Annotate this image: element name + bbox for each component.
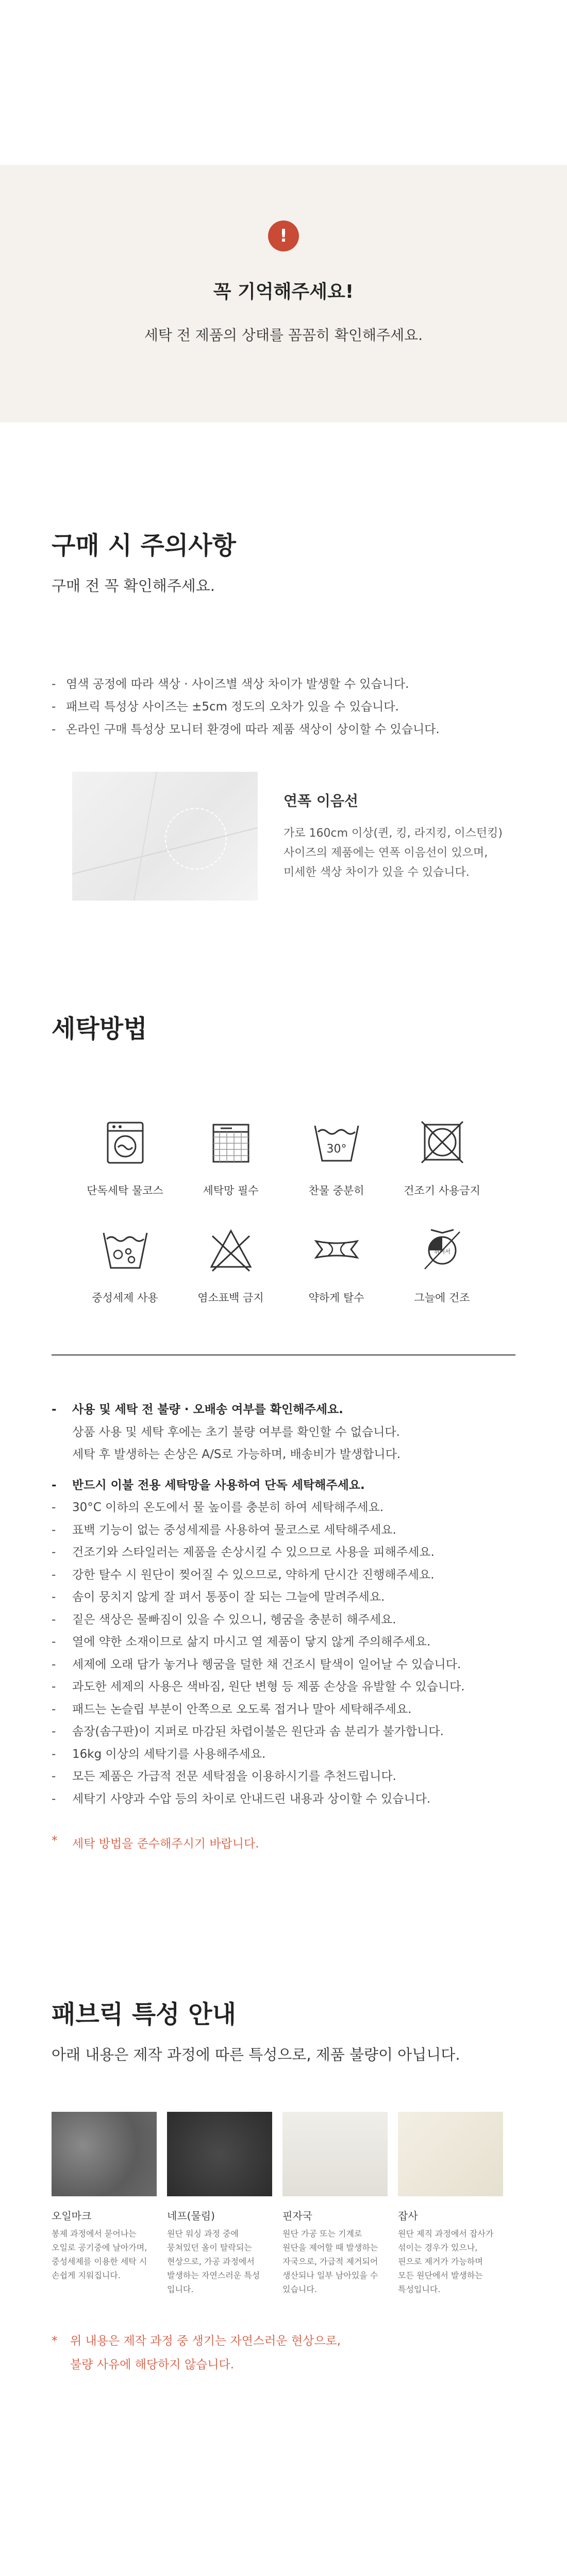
list-item: - 솜이 뭉치지 않게 잘 펴서 통풍이 잘 되는 그늘에 말려주세요. — [52, 1586, 515, 1609]
fabric-subtitle: 아래 내용은 제작 과정에 따른 특성으로, 제품 불량이 아닙니다. — [52, 2046, 460, 2063]
list-item: - 세탁기 사양과 수압 등의 차이로 안내드린 내용과 상이할 수 있습니다. — [52, 1788, 515, 1811]
notice-section — [0, 165, 567, 422]
seam-title: 연폭 이음선 — [284, 792, 358, 809]
svg-text:뉘어서: 뉘어서 — [433, 1248, 451, 1255]
list-item: 상품 사용 및 세탁 후에는 초기 불량 여부를 확인할 수 없습니다. — [72, 1425, 400, 1439]
fabric-description: 봉제 과정에서 묻어나는 오일로 공기중에 날아가며, 중성세제를 이용한 세탁 시 손쉽게 지워집니다. — [52, 2229, 147, 2280]
fabric-description: 원단 워싱 과정 중에 뭉쳐있던 올이 탈락되는 현상으로, 가공 과정에서 발생하는 자연스러운 특성 입니다. — [167, 2229, 260, 2294]
list-item: 세탁 후 발생하는 손상은 A/S로 가능하며, 배송비가 발생합니다. — [72, 1448, 401, 1461]
fabric-photo — [282, 2112, 388, 2196]
fabric-photo — [52, 2112, 157, 2196]
care-item: 약하게 탈수 — [284, 1224, 389, 1305]
list-item: - 모든 제품은 가급적 전문 세탁점을 이용하시기를 추천드립니다. — [52, 1766, 515, 1788]
fabric-title: 패브릭 특성 안내 — [52, 2000, 236, 2029]
list-item: - 염색 공정에 따라 색상 · 사이즈별 색상 차이가 발생할 수 있습니다. — [52, 673, 515, 696]
fabric-item — [398, 2112, 503, 2296]
fabric-name: 네프(물림) — [167, 2210, 215, 2222]
washing-machine-icon — [99, 1116, 151, 1168]
list-item: - 표백 기능이 없는 중성세제를 사용하여 물코스로 세탁해주세요. — [52, 1519, 515, 1542]
fabric-name: 핀자국 — [282, 2210, 312, 2222]
wash-instructions — [52, 1399, 515, 1810]
list-item: - 30°C 이하의 온도에서 물 높이를 충분히 하여 세탁해주세요. — [52, 1497, 515, 1519]
list-item: - 패드는 논슬립 부분이 안쪽으로 오도록 접거나 말아 세탁해주세요. — [52, 1699, 515, 1721]
fabric-name: 오일마크 — [52, 2210, 92, 2222]
purchase-section — [0, 422, 567, 901]
wash-30-icon — [311, 1116, 362, 1168]
care-item: 뉘어서 그늘에 건조 — [389, 1224, 495, 1305]
notice-text: 세탁 전 제품의 상태를 꼼꼼히 확인해주세요. — [144, 327, 423, 344]
fabric-photo — [398, 2112, 503, 2196]
seam-description: 가로 160cm 이상(퀸, 킹, 라지킹, 이스턴킹) 사이즈의 제품에는 연폭 이음선이 있으며, 미세한 색상 차이가 있을 수 있습니다. — [284, 827, 503, 879]
list-item: - 강한 탈수 시 원단이 찢어질 수 있으므로, 약하게 단시간 진행해주세요. — [52, 1564, 515, 1587]
list-item: - 사용 및 세탁 전 불량 · 오배송 여부를 확인해주세요. — [52, 1399, 515, 1421]
fabric-item — [52, 2112, 157, 2296]
alert-icon: ! — [268, 221, 299, 251]
care-item: 단독세탁 물코스 — [72, 1116, 178, 1198]
no-bleach-icon — [205, 1224, 257, 1275]
care-item: 중성세제 사용 — [72, 1224, 178, 1305]
care-item: 세탁망 필수 — [178, 1116, 284, 1198]
shade-dry-icon — [416, 1224, 468, 1275]
list-item: - 온라인 구매 특성상 모니터 환경에 따라 제품 색상이 상이할 수 있습니다. — [52, 718, 515, 741]
fabric-description: 원단 가공 또는 기계로 원단을 제어할 때 발생하는 자국으로, 가급적 제거되어 생산되나 일부 남아있을 수 있습니다. — [282, 2229, 378, 2294]
purchase-list — [52, 673, 515, 741]
gentle-spin-icon — [311, 1224, 362, 1275]
list-item: - 16kg 이상의 세탁기를 사용해주세요. — [52, 1743, 515, 1766]
care-item: 건조기 사용금지 — [389, 1116, 495, 1198]
list-item: - 패브릭 특성상 사이즈는 ±5cm 정도의 오차가 있을 수 있습니다. — [52, 696, 515, 718]
fabric-grid — [52, 2112, 515, 2296]
list-item: - 과도한 세제의 사용은 색바짐, 원단 변형 등 제품 손상을 유발할 수 있습니다. — [52, 1676, 515, 1699]
seam-info — [52, 772, 515, 901]
notice-title: 꼭 기억해주세요! — [213, 281, 354, 302]
fabric-photo — [167, 2112, 272, 2196]
top-spacer — [0, 0, 567, 165]
no-tumble-dry-icon — [416, 1116, 468, 1168]
fabric-description: 원단 제직 과정에서 잡사가 섞이는 경우가 있으나, 핀으로 제거가 가능하며 모든 원단에서 발생하는 특성입니다. — [398, 2229, 494, 2294]
purchase-title: 구매 시 주의사항 — [52, 531, 236, 560]
list-item: - 짙은 색상은 물빠짐이 있을 수 있으니, 헹굼을 충분히 해주세요. — [52, 1609, 515, 1632]
list-item: - 열에 약한 소재이므로 삶지 마시고 열 제품이 닿지 않게 주의해주세요. — [52, 1631, 515, 1654]
seam-photo — [72, 772, 258, 901]
svg-text:30°: 30° — [326, 1143, 346, 1156]
list-item: - 세제에 오래 담가 놓거나 헹굼을 덜한 채 건조시 탈색이 일어날 수 있습니다. — [52, 1654, 515, 1676]
wash-warning: * 세탁 방법을 준수해주시기 바랍니다. — [52, 1834, 515, 1851]
divider — [52, 1354, 515, 1355]
list-item: - 솜장(솜구판)이 지퍼로 마감된 차렵이불은 원단과 솜 분리가 불가합니다. — [52, 1721, 515, 1743]
list-item: - 반드시 이불 전용 세탁망을 사용하여 단독 세탁해주세요. — [52, 1475, 515, 1497]
list-item: - 건조기와 스타일러는 제품을 손상시킬 수 있으므로 사용을 피해주세요. — [52, 1541, 515, 1564]
fabric-item — [167, 2112, 272, 2296]
fabric-name: 잡사 — [398, 2210, 418, 2222]
neutral-detergent-icon — [99, 1224, 151, 1275]
wash-title: 세탁방법 — [52, 1014, 147, 1043]
purchase-subtitle: 구매 전 꼭 확인해주세요. — [52, 577, 215, 595]
laundry-net-icon — [205, 1116, 257, 1168]
fabric-item — [282, 2112, 388, 2296]
fabric-section — [0, 1851, 567, 2377]
care-item: 30° 찬물 중분히 — [284, 1116, 389, 1198]
wash-section — [0, 901, 567, 1851]
care-item: 염소표백 금지 — [178, 1224, 284, 1305]
fabric-note: * 위 내용은 제작 과정 중 생기는 자연스러운 현상으로, 불량 사유에 해당하지 않습니다. — [52, 2329, 515, 2377]
care-icons — [52, 1116, 515, 1305]
